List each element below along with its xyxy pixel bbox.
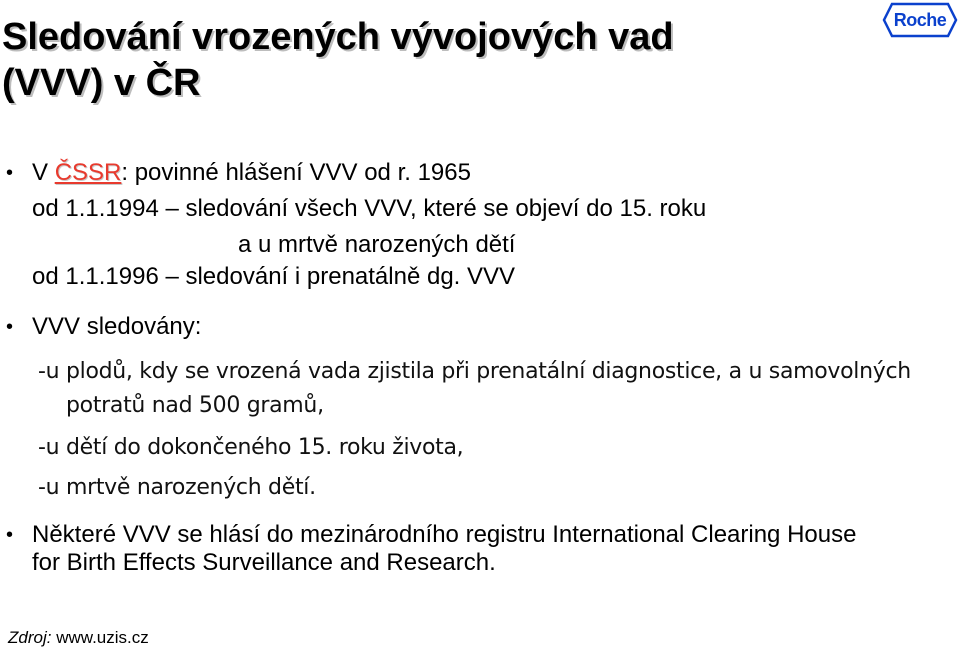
bullet-3-line-2: for Birth Effects Surveillance and Research. [32,549,496,576]
roche-logo [882,2,958,38]
bullet-1-marker: • [6,162,14,184]
bullet-1-line-3: a u mrtvě narozených dětí [238,231,516,258]
monitored-item-2: -u dětí do dokončeného 15. roku života, [38,435,464,460]
bullet-2-marker: • [6,316,14,338]
roche-logo-text: Roche [893,9,947,30]
source-note [8,628,149,648]
bullet-3-line-1: Některé VVV se hlásí do mezinárodního registru International Clearing House [32,521,857,548]
bullet-1-line-4: od 1.1.1996 – sledování i prenatálně dg. VVV [32,263,516,290]
bullet-1-prefix: V [32,159,55,186]
source-url[interactable]: www.uzis.cz [51,628,149,647]
monitored-item-1: -u plodů, kdy se vrozená vada zjistila při prenatální diagnostice, a u samovolných [38,359,911,384]
bullet-1-rest: : povinné hlášení VVV od r. 1965 [121,159,471,186]
monitored-item-1-cont: potratů nad 500 gramů, [66,393,324,418]
bullet-1-line-2: od 1.1.1994 – sledování všech VVV, které se objeví do 15. roku [32,195,707,222]
bullet-2-text: VVV sledovány: [32,313,202,340]
bullet-1-line-1 [32,158,471,188]
slide-title-line-1: Sledování vrozených vývojových vad [2,16,674,58]
source-label: Zdroj: [8,628,52,647]
monitored-item-3: -u mrtvě narozených dětí. [38,475,316,500]
cssr-link[interactable]: ČSSR [54,159,122,186]
slide-title-line-2: (VVV) v ČR [2,62,201,104]
bullet-3-marker: • [6,524,14,546]
slide-title [2,14,862,106]
